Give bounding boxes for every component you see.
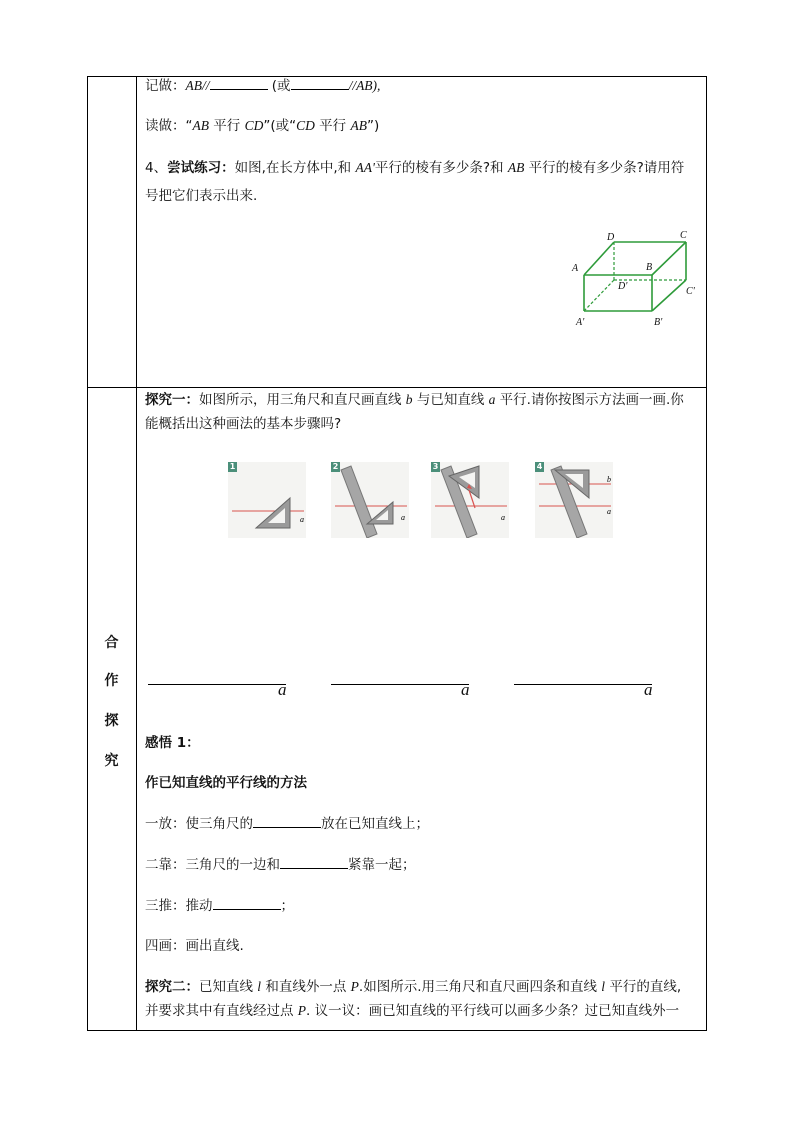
side-label-1: 合 bbox=[104, 635, 119, 651]
method-step-2-a: 二靠：三角尺的一边和 bbox=[145, 857, 280, 873]
explore2-label: 探究二： bbox=[145, 979, 199, 995]
row-divider bbox=[87, 387, 707, 388]
explore1-line-2: 能概括出这种画法的基本步骤吗? bbox=[145, 416, 342, 432]
step-image-3 bbox=[431, 462, 509, 538]
practice-line-1 bbox=[145, 158, 684, 178]
explore2-text-2: 和直线外一点 bbox=[261, 979, 351, 995]
method-step-4: 四画：画出直线. bbox=[145, 938, 244, 954]
step-1-label-a: a bbox=[300, 515, 304, 524]
reading-mid2: 平行 bbox=[314, 118, 351, 134]
method-step-3-b: ； bbox=[280, 898, 294, 914]
notation-ab: AB// bbox=[185, 78, 210, 93]
step-1-drawing bbox=[228, 462, 306, 538]
blank-1 bbox=[210, 76, 268, 90]
practice-ab: AB bbox=[507, 160, 525, 175]
explore2-l2: l bbox=[601, 979, 606, 994]
explore1-line-1 bbox=[145, 390, 684, 410]
step-4-label-b: b bbox=[607, 475, 611, 484]
explore1-text-3: 平行.请你按图示方法画一画.你 bbox=[495, 392, 684, 408]
answer-line-1 bbox=[148, 684, 286, 685]
reading-line bbox=[145, 116, 379, 136]
method-step-2 bbox=[145, 855, 416, 875]
label-A1: A' bbox=[576, 317, 585, 328]
method-step-1 bbox=[145, 814, 429, 834]
practice-aa: AA' bbox=[355, 160, 375, 175]
practice-text-2: 平行的棱有多少条?和 bbox=[374, 160, 508, 176]
method-step-2-blank bbox=[280, 855, 348, 869]
cuboid-figure bbox=[568, 228, 702, 332]
explore1-label: 探究一： bbox=[145, 392, 199, 408]
answer-line-3 bbox=[514, 684, 652, 685]
reading-cd2: CD bbox=[296, 118, 315, 133]
method-step-1-a: 一放：使三角尺的 bbox=[145, 816, 253, 832]
step-2-label-a: a bbox=[401, 513, 405, 522]
step-3-drawing bbox=[431, 462, 509, 538]
label-C1: C' bbox=[686, 286, 695, 297]
step-4-number: 4 bbox=[536, 462, 543, 471]
step-image-2 bbox=[331, 462, 409, 538]
step-image-4 bbox=[535, 462, 613, 538]
step-4-drawing bbox=[535, 462, 613, 538]
notation-label: 记做： bbox=[145, 78, 186, 94]
step-image-1 bbox=[228, 462, 306, 538]
notation-line bbox=[145, 76, 380, 96]
explore1-text-2: 与已知直线 bbox=[412, 392, 489, 408]
practice-text-1: 如图,在长方体中,和 bbox=[234, 160, 356, 176]
answer-line-1-label: a bbox=[278, 680, 287, 699]
explore2-text-4: 平行的直线, bbox=[605, 979, 682, 995]
practice-number: 4、 bbox=[145, 160, 168, 176]
side-label-2: 作 bbox=[104, 673, 119, 689]
table-left-border bbox=[87, 76, 88, 1031]
side-label-3: 探 bbox=[104, 713, 119, 729]
explore2-p2: P bbox=[297, 1003, 307, 1018]
practice-text-3: 平行的棱有多少条?请用符 bbox=[524, 160, 685, 176]
method-step-1-blank bbox=[253, 814, 321, 828]
table-bottom-border bbox=[87, 1030, 707, 1031]
label-C: C bbox=[680, 230, 687, 241]
reading-end: ”) bbox=[366, 118, 380, 134]
reading-mid: 平行 bbox=[209, 118, 245, 134]
practice-label: 尝试练习： bbox=[167, 160, 235, 176]
step-1-number: 1 bbox=[229, 462, 236, 471]
answer-line-2-label: a bbox=[461, 680, 470, 699]
explore1-text-1: 如图所示，用三角尺和直尺画直线 bbox=[199, 392, 406, 408]
explore2-text-3: .如图所示.用三角尺和直尺画四条和直线 bbox=[358, 979, 602, 995]
insight-title: 感悟 1： bbox=[145, 735, 200, 751]
reading-ab2: AB bbox=[350, 118, 367, 133]
blank-2 bbox=[291, 76, 349, 90]
method-step-2-b: 紧靠一起； bbox=[348, 857, 416, 873]
practice-line-2: 号把它们表示出来. bbox=[145, 188, 258, 204]
explore2-line-2 bbox=[145, 1001, 679, 1021]
method-step-1-b: 放在已知直线上； bbox=[321, 816, 429, 832]
table-right-border bbox=[706, 76, 707, 1031]
method-step-3-a: 三推：推动 bbox=[145, 898, 213, 914]
method-step-3 bbox=[145, 896, 294, 916]
explore2-l: l bbox=[257, 979, 262, 994]
reading-ab: AB bbox=[192, 118, 209, 133]
explore2-line-1 bbox=[145, 977, 681, 997]
step-2-drawing bbox=[331, 462, 409, 538]
column-divider bbox=[136, 76, 137, 1031]
reading-or: ”(或“ bbox=[263, 118, 297, 134]
worksheet-table bbox=[87, 76, 707, 1031]
explore1-b: b bbox=[405, 392, 413, 407]
label-A: A bbox=[572, 263, 579, 274]
explore2-line2-b: . 议一议：画已知直线的平行线可以画多少条？过已知直线外一 bbox=[306, 1003, 680, 1019]
step-3-label-a: a bbox=[501, 513, 505, 522]
step-2-number: 2 bbox=[332, 462, 339, 471]
label-B1: B' bbox=[654, 317, 663, 328]
side-label-4: 究 bbox=[104, 753, 119, 769]
method-step-3-blank bbox=[213, 896, 281, 910]
step-4-label-a: a bbox=[607, 507, 611, 516]
explore2-text-1: 已知直线 bbox=[199, 979, 258, 995]
explore2-p: P bbox=[350, 979, 359, 994]
step-3-number: 3 bbox=[432, 462, 439, 471]
notation-tail: //AB), bbox=[348, 78, 381, 93]
answer-line-2 bbox=[331, 684, 469, 685]
label-D: D bbox=[607, 232, 615, 243]
label-B: B bbox=[646, 262, 653, 273]
explore1-a: a bbox=[488, 392, 496, 407]
reading-cd: CD bbox=[244, 118, 264, 133]
explore2-line2-a: 并要求其中有直线经过点 bbox=[145, 1003, 298, 1019]
label-D1: D' bbox=[618, 281, 628, 292]
answer-line-3-label: a bbox=[644, 680, 653, 699]
method-title: 作已知直线的平行线的方法 bbox=[145, 775, 307, 791]
notation-or: (或 bbox=[267, 78, 291, 94]
reading-label: 读做：“ bbox=[145, 118, 193, 134]
